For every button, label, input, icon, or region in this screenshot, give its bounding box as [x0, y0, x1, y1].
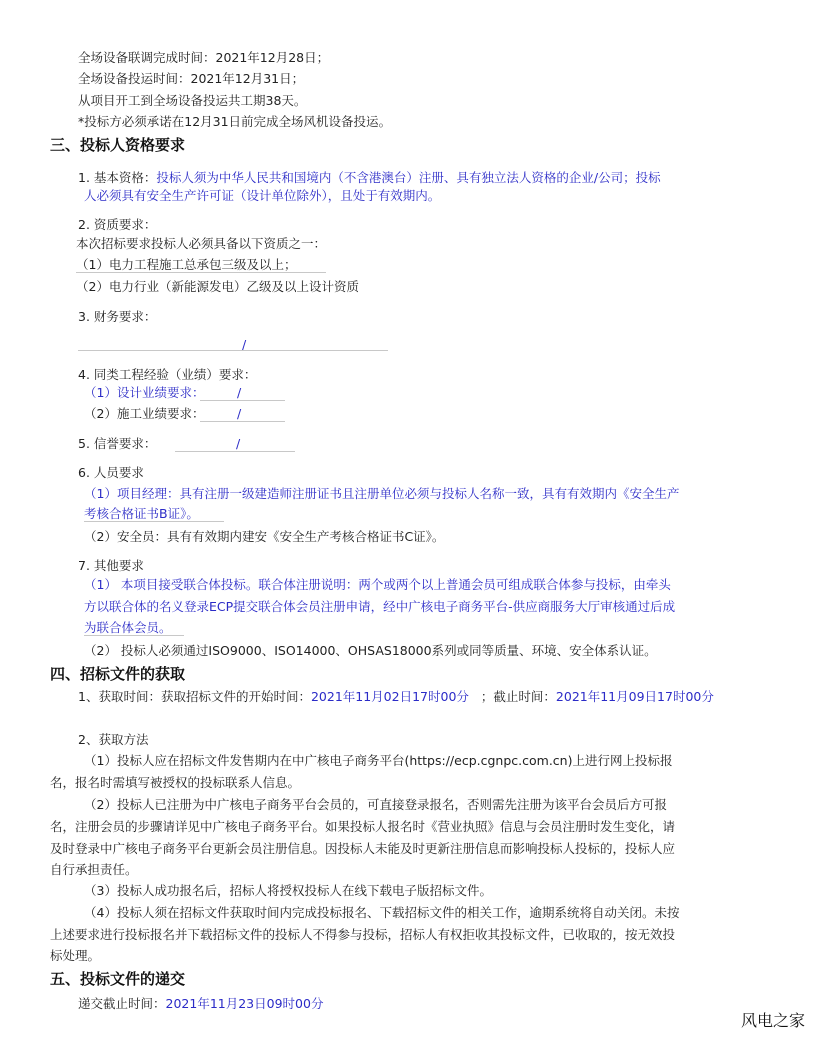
item5-title: 5. 信誉要求：	[78, 436, 157, 451]
watermark-text: 风电之家	[740, 1011, 805, 1030]
deadline-time: 2021年11月23日09时00分	[165, 996, 324, 1011]
item4-sub2: （2）施工业绩要求：	[84, 406, 205, 421]
method-2a: （2）投标人已注册为中广核电子商务平台会员的，可直接登录报名，否则需先注册为该平台会员后方可报	[84, 797, 667, 812]
item5-value: /	[236, 436, 241, 451]
method-2c: 及时登录中广核电子商务平台更新会员注册信息。因投标人未能及时更新注册信息而影响投标人投标的，投标人应	[50, 841, 676, 856]
section-4-heading: 四、招标文件的获取	[50, 665, 186, 683]
get-time-line	[78, 688, 714, 706]
method-title: 2、获取方法	[78, 732, 149, 747]
item2-option-1: （1）电力工程施工总承包三级及以上；	[76, 257, 297, 272]
item7-sub1-a: （1） 本项目接受联合体投标。联合体注册说明：两个或两个以上普通会员可组成联合体参与投标，由牵头	[84, 577, 671, 592]
item6-sub1-b: 考核合格证书B证》。	[84, 506, 199, 521]
underline	[84, 635, 184, 636]
item5-underline	[175, 451, 295, 452]
deadline-prefix: 递交截止时间：	[78, 996, 166, 1011]
item1-prefix: 1. 基本资格：	[78, 170, 157, 185]
method-2d: 自行承担责任。	[50, 862, 138, 877]
deadline-line	[78, 995, 323, 1013]
item4-sub1-underline	[200, 400, 285, 401]
item7-title: 7. 其他要求	[78, 558, 144, 573]
item4-title: 4. 同类工程经验（业绩）要求：	[78, 367, 257, 382]
item3-underline	[78, 350, 388, 351]
item3-title: 3. 财务要求：	[78, 309, 157, 324]
item6-title: 6. 人员要求	[78, 465, 144, 480]
method-3: （3）投标人成功报名后，招标人将授权投标人在线下载电子版招标文件。	[84, 883, 492, 898]
schedule-line-4: *投标方必须承诺在12月31日前完成全场风机设备投运。	[78, 114, 392, 129]
item4-sub2-value: /	[237, 406, 242, 421]
get-time-prefix: 1、获取时间：获取招标文件的开始时间：	[78, 689, 311, 704]
method-4c: 标处理。	[50, 948, 101, 963]
method-4a: （4）投标人须在招标文件获取时间内完成投标报名、下载招标文件的相关工作，逾期系统将自动关闭。未按	[84, 905, 680, 920]
schedule-line-3: 从项目开工到全场设备投运共工期38天。	[78, 93, 307, 108]
method-2b: 名，注册会员的步骤请详见中广核电子商务平台。如果投标人报名时《营业执照》信息与会员注册时发生变化，请	[50, 819, 676, 834]
method-1a: （1）投标人应在招标文件发售期内在中广核电子商务平台(https://ecp.cgnpc.com.cn)上进行网上投标报	[84, 753, 673, 768]
end-time: 2021年11月09日17时00分	[555, 689, 714, 704]
item7-sub2: （2） 投标人必须通过ISO9000、ISO14000、OHSAS18000系列或同等质量、环境、安全体系认证。	[84, 643, 657, 658]
item6-sub1-a: （1）项目经理：具有注册一级建造师注册证书且注册单位必须与投标人名称一致，具有有效期内《安全生产	[84, 486, 680, 501]
section-3-heading: 三、投标人资格要求	[50, 136, 186, 154]
item2-option-2: （2）电力行业（新能源发电）乙级及以上设计资质	[76, 279, 359, 294]
item7-sub1-c: 为联合体会员。	[84, 620, 172, 635]
item1-line-a	[78, 169, 661, 187]
method-1b: 名，报名时需填写被授权的投标联系人信息。	[50, 775, 301, 790]
item1-line-b: 人必须具有安全生产许可证（设计单位除外），且处于有效期内。	[84, 188, 441, 203]
item4-sub1: （1）设计业绩要求：	[84, 385, 205, 400]
item2-title: 2. 资质要求：	[78, 217, 157, 232]
schedule-line-1: 全场设备联调完成时间：2021年12月28日；	[78, 50, 330, 65]
item2-intro: 本次招标要求投标人必须具备以下资质之一：	[76, 236, 327, 251]
underline	[76, 272, 326, 273]
item3-value: /	[242, 337, 247, 352]
item7-sub1-b: 方以联合体的名义登录ECP提交联合体会员注册申请，经中广核电子商务平台-供应商服务大厅审核通过后成	[84, 599, 676, 614]
underline	[84, 521, 224, 522]
end-label: ；截止时间：	[480, 689, 556, 704]
section-5-heading: 五、投标文件的递交	[50, 970, 186, 988]
method-4b: 上述要求进行投标报名并下载招标文件的投标人不得参与投标，招标人有权拒收其投标文件，已收取的，按无效投	[50, 927, 676, 942]
item1-text-a: 投标人须为中华人民共和国境内（不含港澳台）注册、具有独立法人资格的企业/公司；投标	[156, 170, 661, 185]
item4-sub2-underline	[200, 421, 285, 422]
schedule-line-2: 全场设备投运时间：2021年12月31日；	[78, 71, 305, 86]
item4-sub1-value: /	[237, 385, 242, 400]
item6-sub2: （2）安全员：具有有效期内建安《安全生产考核合格证书C证》。	[84, 529, 445, 544]
start-time: 2021年11月02日17时00分	[310, 689, 469, 704]
